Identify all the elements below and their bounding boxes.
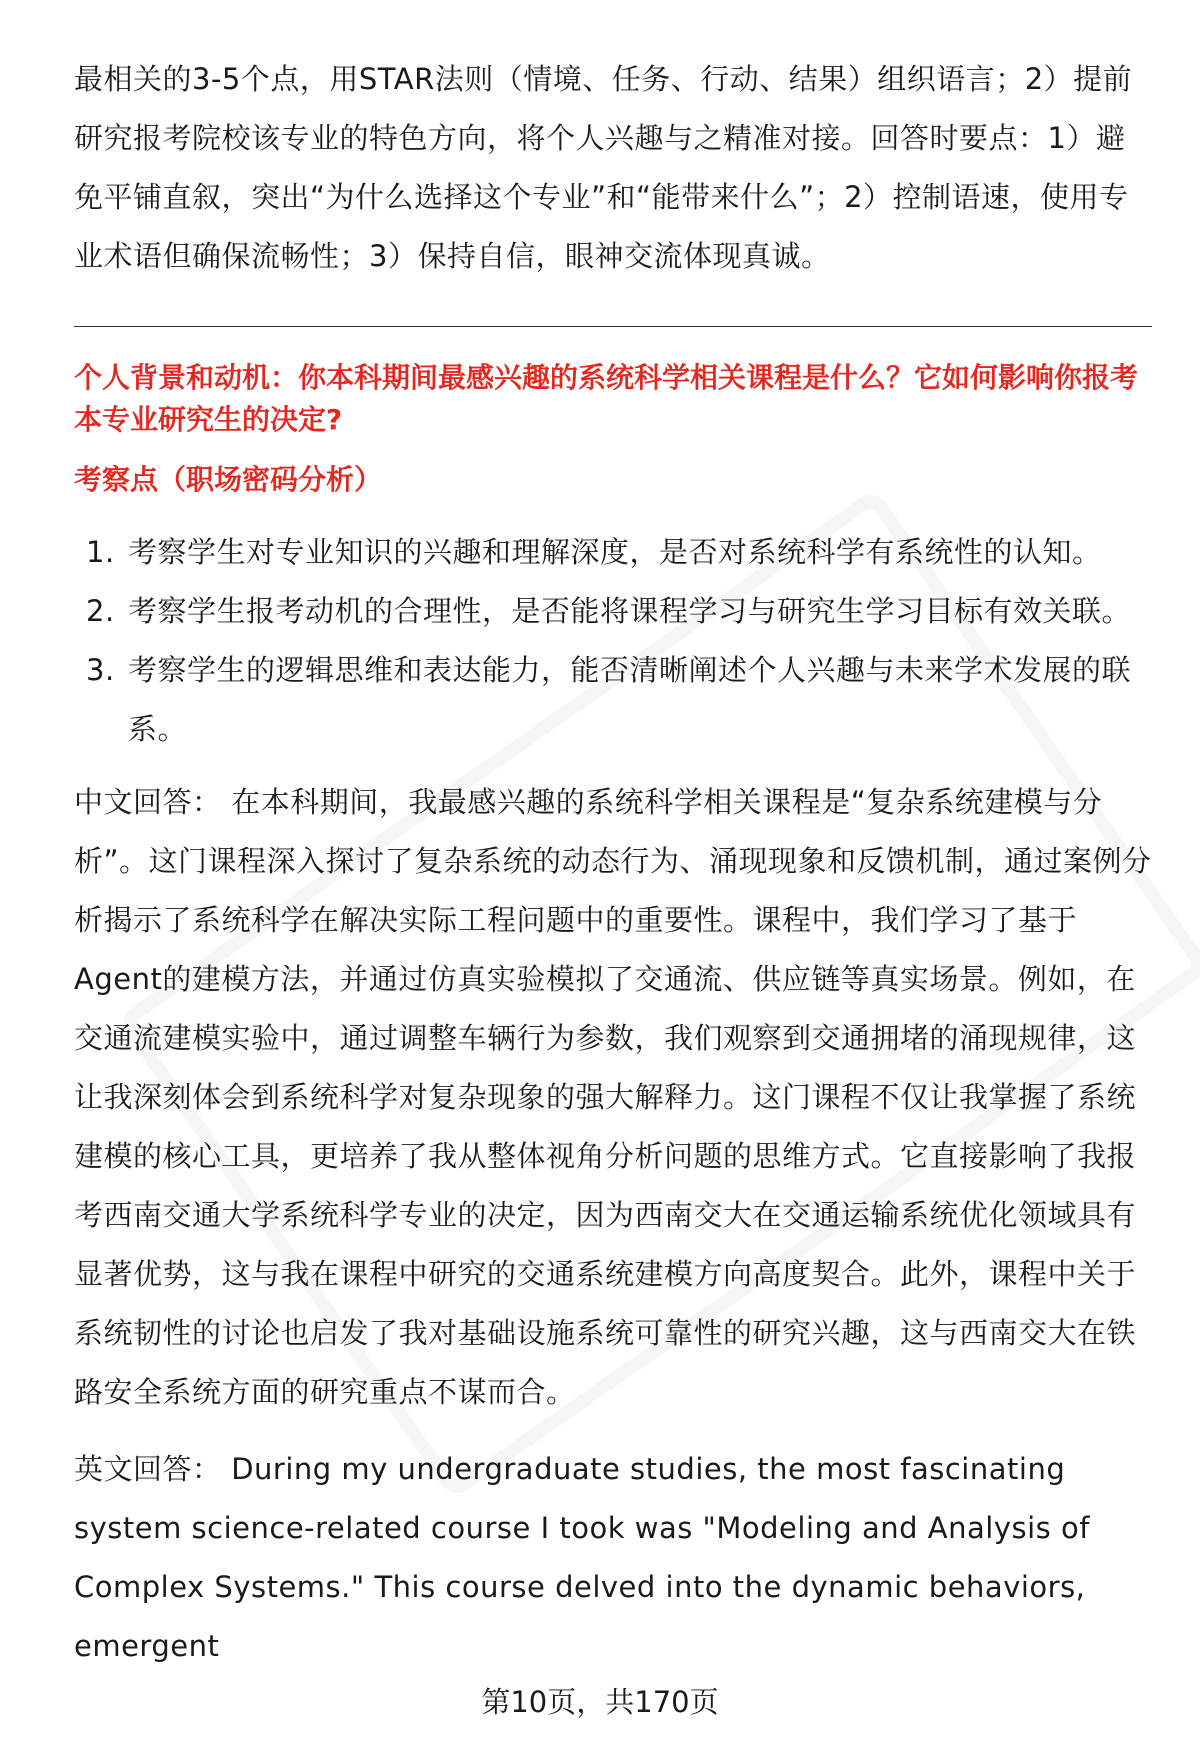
list-item-text: 考察学生的逻辑思维和表达能力，能否清晰阐述个人兴趣与未来学术发展的联系。 xyxy=(128,653,1132,746)
page-content xyxy=(74,50,1152,1676)
intro-paragraph: 最相关的3-5个点，用STAR法则（情境、任务、行动、结果）组织语言；2）提前研究报考院校该专业的特色方向，将个人兴趣与之精准对接。回答时要点：1）避免平铺直叙，突出“为什么选择这个专业”和“能带来什么”；2）控制语速，使用专业术语但确保流畅性；3）保持自信，眼神交流体现真诚。 xyxy=(74,62,1133,273)
list-item-number: 1. xyxy=(86,535,115,569)
answer-english: 英文回答： During my undergraduate studies, the most fascinating system science-related course I took was "Modeling and Analysis of Complex Systems." This course delved into the dynamic behaviors, emergent xyxy=(74,1452,1090,1663)
list-item xyxy=(74,582,1152,641)
list-item-text: 考察学生对专业知识的兴趣和理解深度，是否对系统科学有系统性的认知。 xyxy=(128,535,1102,569)
list-item xyxy=(74,523,1152,582)
points-list xyxy=(74,523,1152,759)
answer-chinese: 中文回答： 在本科期间，我最感兴趣的系统科学相关课程是“复杂系统建模与分析”。这门课程深入探讨了复杂系统的动态行为、涌现现象和反馈机制，通过案例分析揭示了系统科学在解决实际工程问题中的重要性。课程中，我们学习了基于Agent的建模方法，并通过仿真实验模拟了交通流、供应链等真实场景。例如，在交通流建模实验中，通过调整车辆行为参数，我们观察到交通拥堵的涌现规律，这让我深刻体会到系统科学对复杂现象的强大解释力。这门课程不仅让我掌握了系统建模的核心工具，更培养了我从整体视角分析问题的思维方式。它直接影响了我报考西南交通大学系统科学专业的决定，因为西南交大在交通运输系统优化领域具有显著优势，这与我在课程中研究的交通系统建模方向高度契合。此外，课程中关于系统韧性的讨论也启发了我对基础设施系统可靠性的研究兴趣，这与西南交大在铁路安全系统方面的研究重点不谋而合。 xyxy=(74,785,1152,1409)
list-item-number: 3. xyxy=(86,653,115,687)
section-label: 考察点（职场密码分析） xyxy=(74,463,383,496)
section-divider xyxy=(74,326,1152,327)
page-number: 第10页，共170页 xyxy=(481,1685,719,1719)
list-item xyxy=(74,641,1152,759)
list-item-number: 2. xyxy=(86,594,115,628)
list-item-text: 考察学生报考动机的合理性，是否能将课程学习与研究生学习目标有效关联。 xyxy=(128,594,1132,628)
question-title: 个人背景和动机：你本科期间最感兴趣的系统科学相关课程是什么？它如何影响你报考本专业研究生的决定? xyxy=(74,361,1139,436)
